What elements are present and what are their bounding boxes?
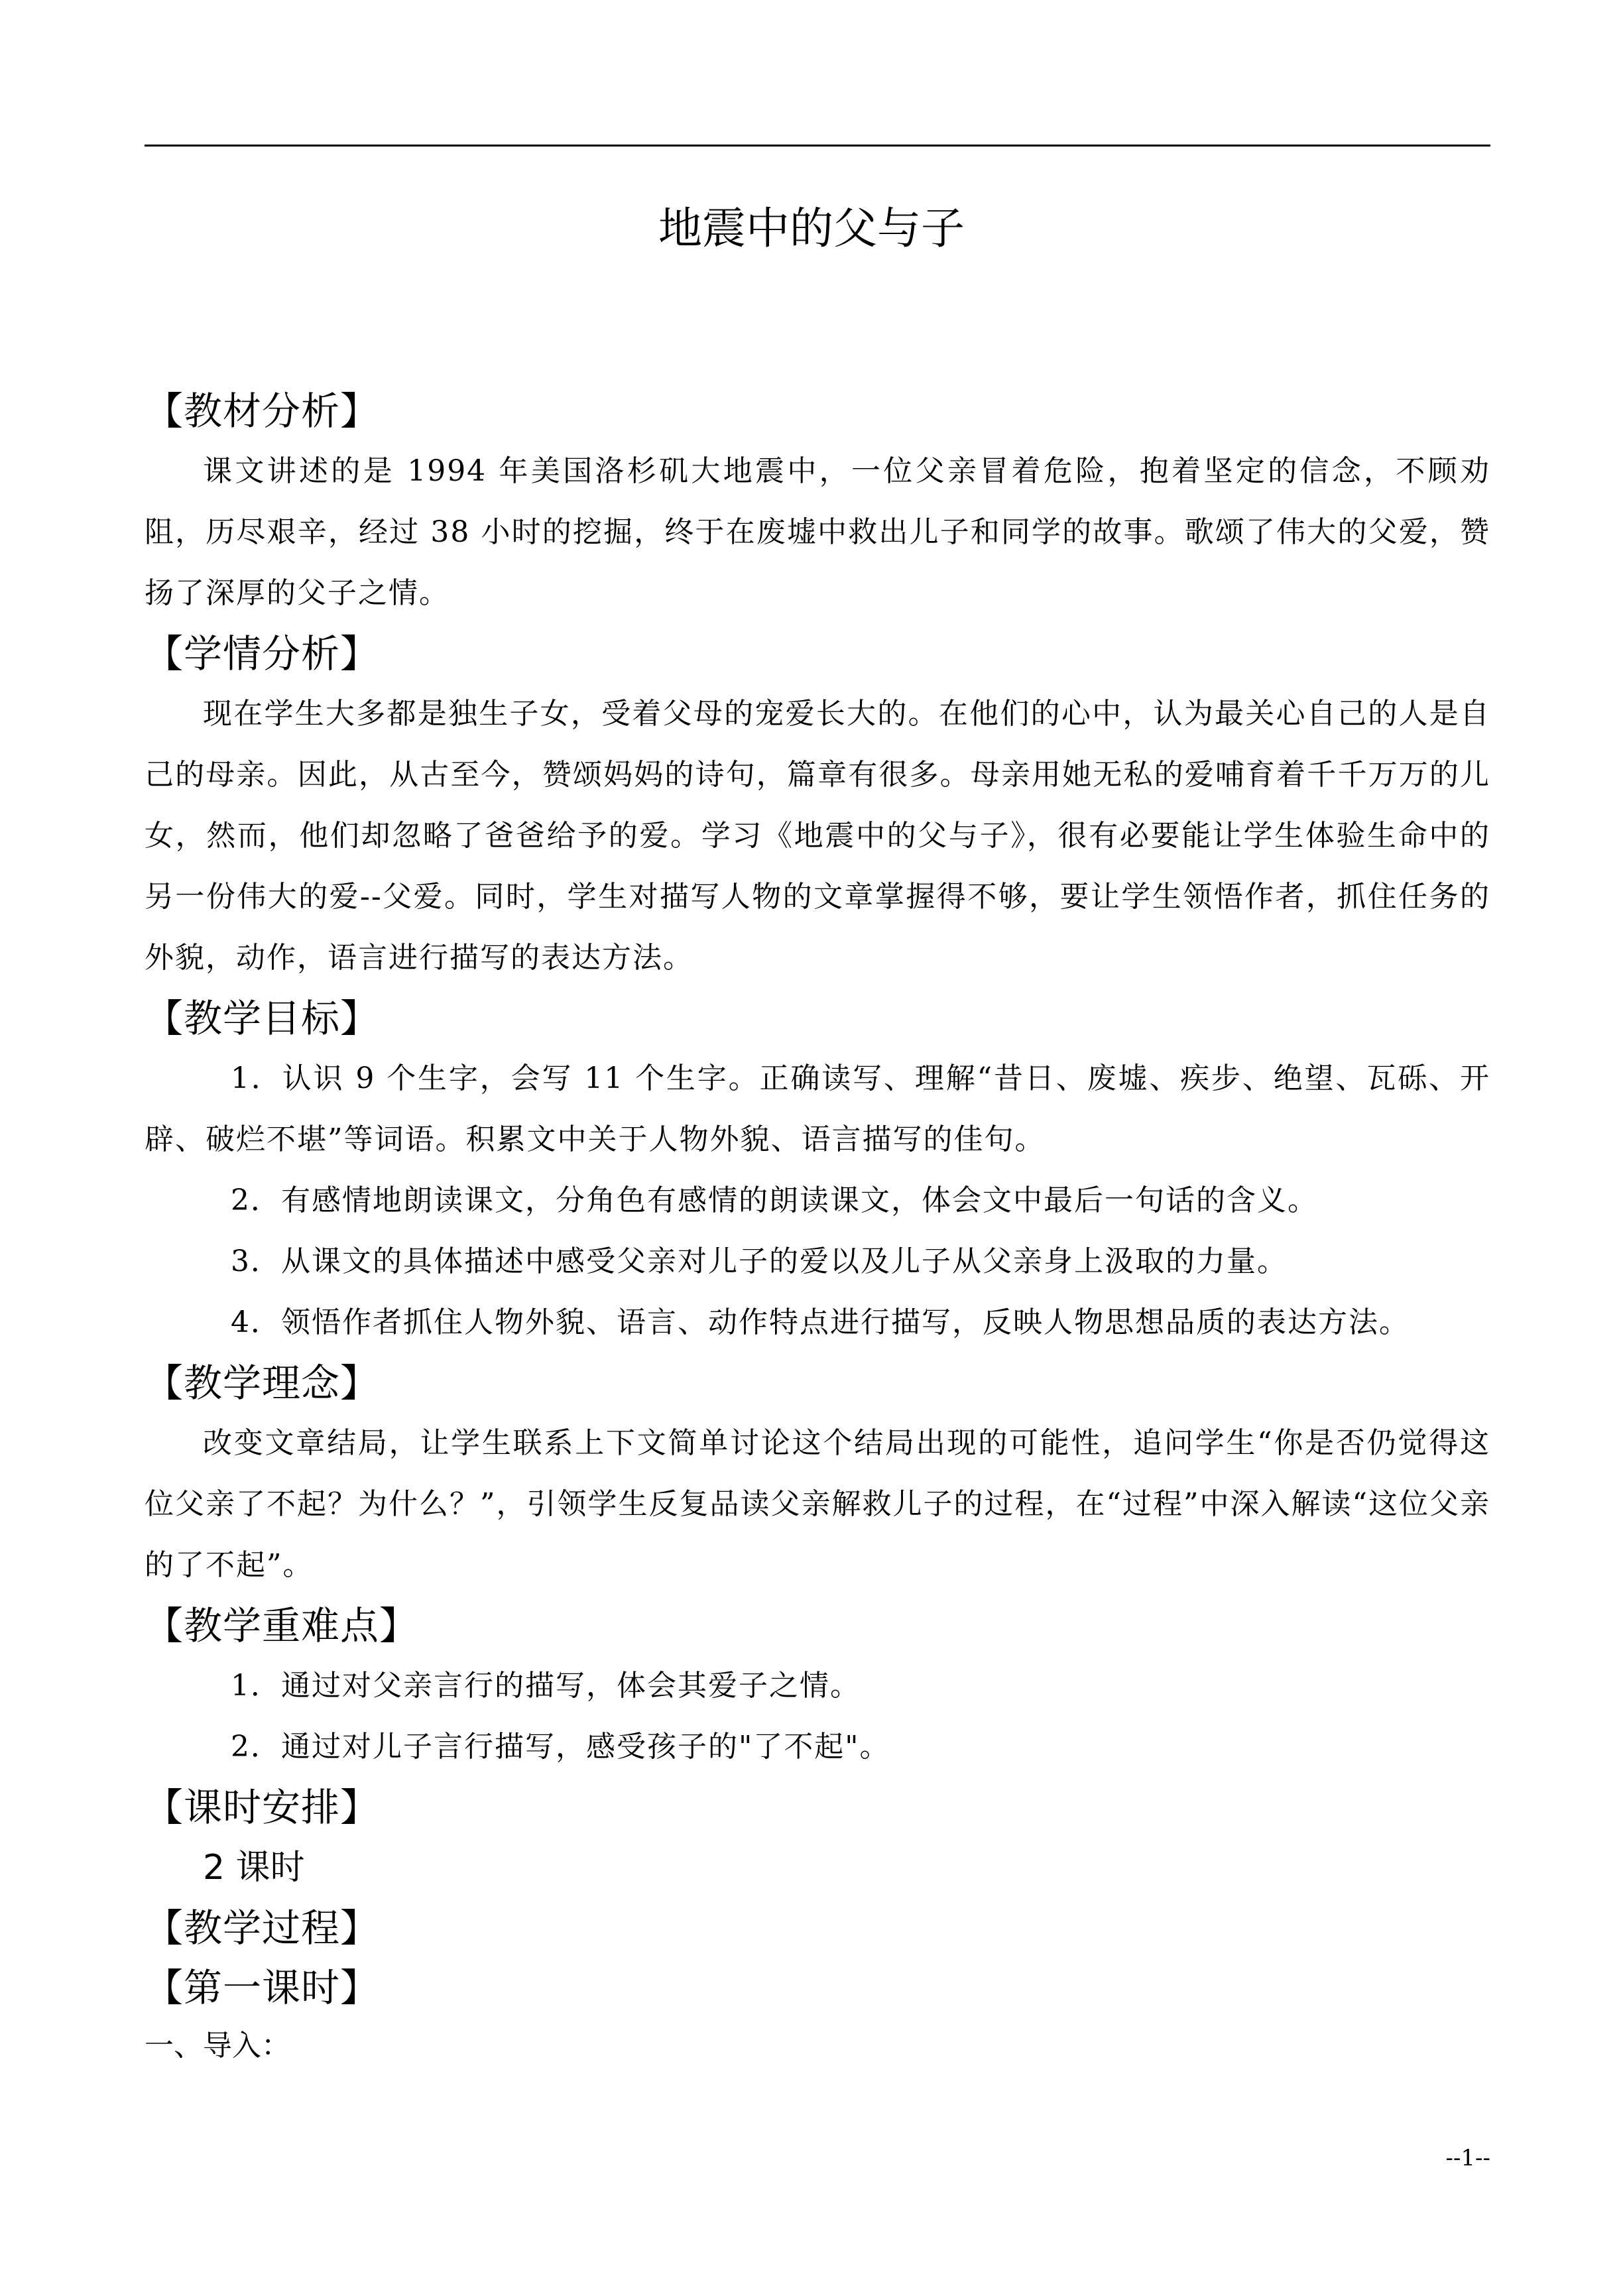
document-title: 地震中的父与子 — [658, 203, 965, 254]
document-body — [145, 381, 1490, 2075]
page-number: --1-- — [1445, 2145, 1490, 2171]
heading-key-points: 【教学重难点】 — [145, 1603, 419, 1648]
textbook-analysis-paragraph: 课文讲述的是 1994 年美国洛杉矶大地震中，一位父亲冒着危险，抱着坚定的信念，不顾劝阻，历尽艰辛，经过 38 小时的挖掘，终于在废墟中救出儿子和同学的故事。歌颂了伟大的父爱，赞扬了深厚的父子之情。 — [145, 454, 1490, 610]
heading-textbook-analysis: 【教材分析】 — [145, 389, 380, 434]
schedule-hours: 2 课时 — [203, 1848, 305, 1888]
teaching-philosophy-paragraph: 改变文章结局，让学生联系上下文简单讨论这个结局出现的可能性，追问学生“你是否仍觉得这位父亲了不起？为什么？”，引领学生反复品读父亲解救儿子的过程，在“过程”中深入解读“这位父亲的了不起”。 — [145, 1426, 1490, 1582]
key-point-item: 2．通过对儿子言行描写，感受孩子的"了不起"。 — [231, 1730, 890, 1764]
heading-schedule: 【课时安排】 — [145, 1785, 380, 1830]
intro-step: 一、导入： — [145, 2029, 290, 2063]
goal-item: 3．从课文的具体描述中感受父亲对儿子的爱以及儿子从父亲身上汲取的力量。 — [231, 1244, 1288, 1278]
key-point-item: 1．通过对父亲言行的描写，体会其爱子之情。 — [231, 1669, 861, 1703]
goal-item: 1．认识 9 个生字，会写 11 个生字。正确读写、理解“昔日、废墟、疾步、绝望、瓦砾、开辟、破烂不堪”等词语。积累文中关于人物外貌、语言描写的佳句。 — [145, 1061, 1490, 1156]
heading-teaching-goals: 【教学目标】 — [145, 996, 380, 1041]
heading-teaching-process: 【教学过程】 — [145, 1905, 380, 1951]
goal-item: 4．领悟作者抓住人物外貌、语言、动作特点进行描写，反映人物思想品质的表达方法。 — [231, 1305, 1410, 1339]
header-rule — [145, 145, 1490, 147]
heading-teaching-philosophy: 【教学理念】 — [145, 1360, 380, 1406]
goal-item: 2．有感情地朗读课文，分角色有感情的朗读课文，体会文中最后一句话的含义。 — [231, 1183, 1318, 1217]
heading-student-analysis: 【学情分析】 — [145, 631, 380, 676]
student-analysis-paragraph: 现在学生大多都是独生子女，受着父母的宠爱长大的。在他们的心中，认为最关心自己的人是自己的母亲。因此，从古至今，赞颂妈妈的诗句，篇章有很多。母亲用她无私的爱哺育着千千万万的儿女，然而，他们却忽略了爸爸给予的爱。学习《地震中的父与子》，很有必要能让学生体验生命中的另一份伟大的爱--父爱。同时，学生对描写人物的文章掌握得不够，要让学生领悟作者，抓住任务的外貌，动作，语言进行描写的表达方法。 — [145, 697, 1490, 975]
heading-first-lesson: 【第一课时】 — [145, 1965, 380, 2010]
